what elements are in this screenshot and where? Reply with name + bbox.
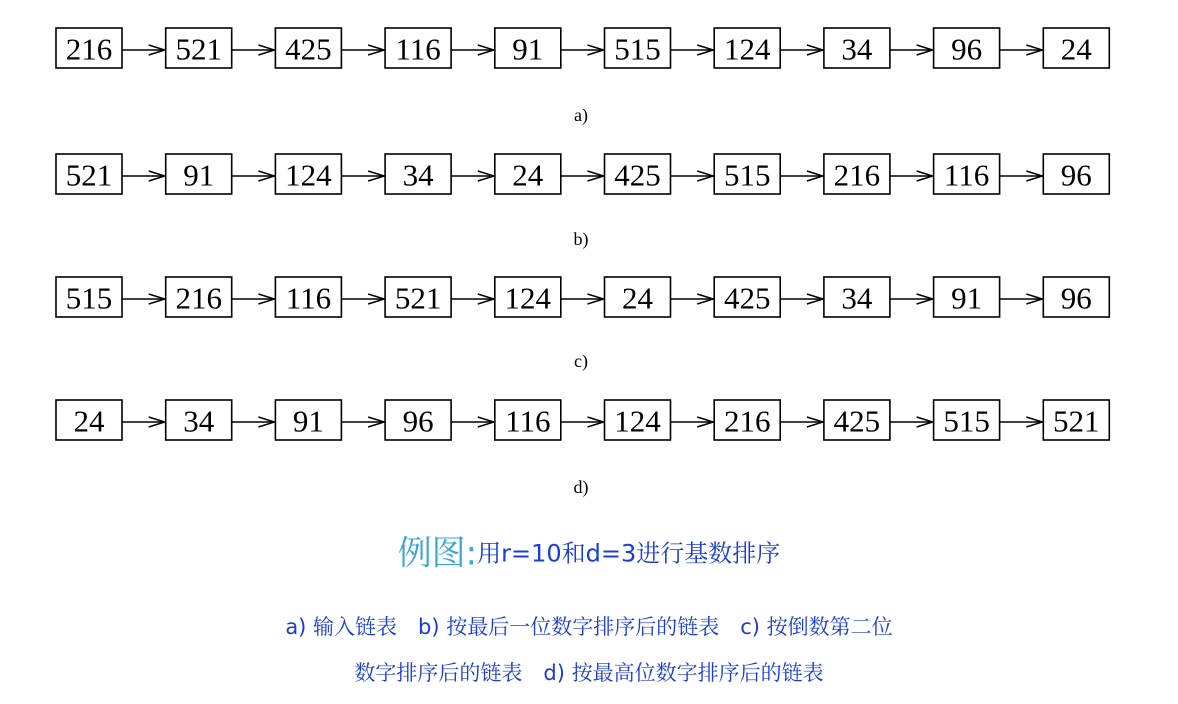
linked-list-row [56, 400, 1109, 440]
list-node [824, 400, 890, 440]
list-node-value: 124 [614, 403, 661, 439]
list-node-value: 521 [65, 157, 113, 193]
list-node [495, 154, 561, 194]
list-node-value: 521 [394, 280, 442, 316]
linked-list-row [56, 28, 1109, 68]
list-node-value: 91 [292, 403, 324, 439]
list-node [275, 400, 341, 440]
list-node-value: 116 [395, 31, 441, 67]
next-pointer-arrow [232, 171, 275, 181]
list-node-value: 91 [951, 280, 983, 316]
next-pointer-arrow [232, 417, 275, 427]
list-node [275, 28, 341, 68]
next-pointer-arrow [451, 294, 494, 304]
list-node [385, 400, 451, 440]
list-node-value: 124 [285, 157, 332, 193]
list-node [605, 154, 671, 194]
next-pointer-arrow [122, 417, 165, 427]
list-node [1043, 28, 1109, 68]
row-label: d) [573, 477, 589, 497]
list-node-value: 91 [183, 157, 215, 193]
list-node-value: 24 [622, 280, 653, 316]
next-pointer-arrow [122, 45, 165, 55]
list-node [934, 277, 1000, 317]
row-label: b) [573, 229, 589, 249]
list-node [605, 28, 671, 68]
list-node [385, 154, 451, 194]
caption-description-line-1: a) 输入链表 b) 按最后一位数字排序后的链表 c) 按倒数第二位 [285, 615, 893, 639]
list-node-value: 34 [841, 280, 873, 316]
list-node-value: 116 [505, 403, 551, 439]
list-node-value: 96 [1060, 157, 1092, 193]
list-node-value: 216 [723, 403, 771, 439]
list-node [56, 277, 122, 317]
list-node-value: 91 [512, 31, 544, 67]
list-node [824, 277, 890, 317]
next-pointer-arrow [1000, 45, 1043, 55]
list-node [714, 277, 780, 317]
list-node-value: 34 [841, 31, 873, 67]
caption-description-line-2: 数字排序后的链表 d) 按最高位数字排序后的链表 [354, 661, 824, 685]
list-node [495, 400, 561, 440]
next-pointer-arrow [1000, 417, 1043, 427]
list-node [824, 28, 890, 68]
next-pointer-arrow [780, 294, 823, 304]
list-node [934, 154, 1000, 194]
next-pointer-arrow [890, 294, 933, 304]
list-node [495, 277, 561, 317]
list-node [56, 154, 122, 194]
list-node-value: 24 [1060, 31, 1092, 67]
next-pointer-arrow [561, 294, 604, 304]
next-pointer-arrow [780, 171, 823, 181]
list-node [1043, 277, 1109, 317]
list-node [605, 400, 671, 440]
list-node [56, 28, 122, 68]
next-pointer-arrow [671, 45, 714, 55]
next-pointer-arrow [451, 417, 494, 427]
next-pointer-arrow [671, 294, 714, 304]
list-node [824, 154, 890, 194]
list-node-value: 216 [833, 157, 881, 193]
list-node-value: 521 [1053, 403, 1100, 439]
next-pointer-arrow [341, 45, 384, 55]
list-node-value: 425 [833, 403, 881, 439]
next-pointer-arrow [671, 417, 714, 427]
list-node [275, 154, 341, 194]
next-pointer-arrow [890, 171, 933, 181]
next-pointer-arrow [890, 417, 933, 427]
list-node-value: 216 [65, 31, 113, 67]
figure-caption-title [0, 528, 1178, 578]
list-node [166, 154, 232, 194]
list-node [714, 154, 780, 194]
linked-list-row [56, 154, 1109, 194]
list-node [934, 28, 1000, 68]
list-node-value: 515 [614, 31, 661, 67]
linked-list-row [56, 277, 1109, 317]
next-pointer-arrow [1000, 171, 1043, 181]
next-pointer-arrow [122, 294, 165, 304]
list-node-value: 425 [723, 280, 771, 316]
list-node-value: 96 [402, 403, 434, 439]
list-node-value: 425 [285, 31, 332, 67]
list-node-value: 124 [723, 31, 771, 67]
list-node-value: 34 [183, 403, 215, 439]
next-pointer-arrow [561, 171, 604, 181]
next-pointer-arrow [232, 294, 275, 304]
list-node-value: 96 [951, 31, 983, 67]
list-node [385, 28, 451, 68]
list-node [385, 277, 451, 317]
list-node [166, 277, 232, 317]
next-pointer-arrow [780, 45, 823, 55]
next-pointer-arrow [451, 45, 494, 55]
next-pointer-arrow [1000, 294, 1043, 304]
next-pointer-arrow [561, 417, 604, 427]
list-node [275, 277, 341, 317]
list-node-value: 216 [175, 280, 222, 316]
list-node-value: 24 [73, 403, 105, 439]
list-node-value: 521 [175, 31, 222, 67]
next-pointer-arrow [671, 171, 714, 181]
list-node-value: 124 [504, 280, 552, 316]
list-node-value: 116 [943, 157, 990, 193]
list-node [934, 400, 1000, 440]
list-node-value: 515 [943, 403, 990, 439]
row-label: a) [574, 105, 588, 125]
caption-prefix: 例图: [397, 533, 478, 574]
next-pointer-arrow [341, 171, 384, 181]
next-pointer-arrow [561, 45, 604, 55]
list-node [495, 28, 561, 68]
list-node-value: 24 [512, 157, 544, 193]
caption-title-text: 用r=10和d=3进行基数排序 [477, 539, 781, 568]
next-pointer-arrow [122, 171, 165, 181]
list-node [1043, 154, 1109, 194]
list-node [714, 400, 780, 440]
list-node [56, 400, 122, 440]
next-pointer-arrow [341, 294, 384, 304]
list-node [1043, 400, 1109, 440]
list-node-value: 116 [285, 280, 332, 316]
list-node-value: 96 [1060, 280, 1092, 316]
list-node [714, 28, 780, 68]
row-label: c) [574, 351, 588, 371]
list-node-value: 515 [65, 280, 113, 316]
list-node [166, 400, 232, 440]
list-node [166, 28, 232, 68]
list-node-value: 515 [723, 157, 771, 193]
next-pointer-arrow [890, 45, 933, 55]
next-pointer-arrow [232, 45, 275, 55]
next-pointer-arrow [451, 171, 494, 181]
next-pointer-arrow [341, 417, 384, 427]
list-node [605, 277, 671, 317]
next-pointer-arrow [780, 417, 823, 427]
list-node-value: 425 [614, 157, 661, 193]
list-node-value: 34 [402, 157, 434, 193]
